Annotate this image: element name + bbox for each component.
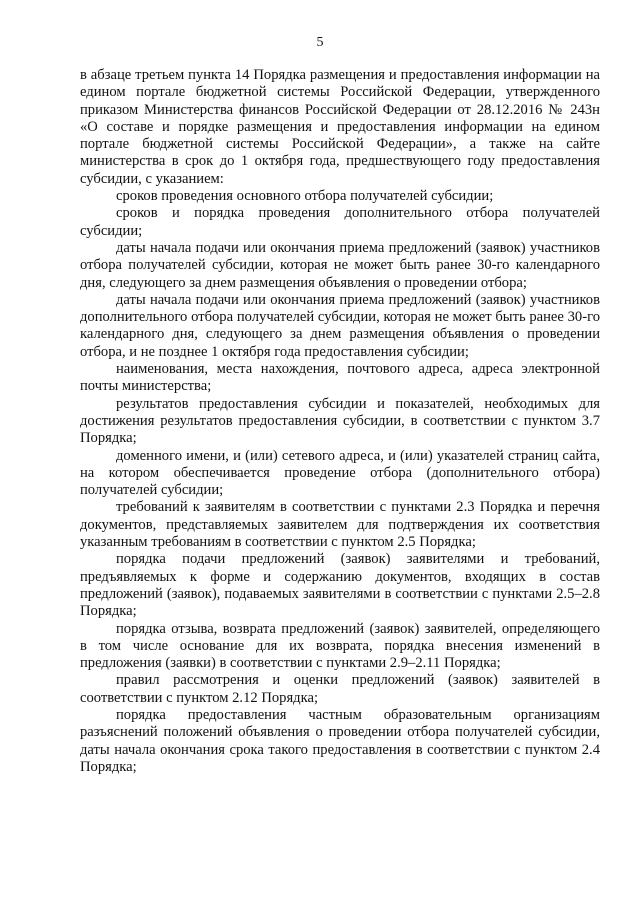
document-body (80, 67, 600, 776)
list-item: сроков проведения основного отбора получателей субсидии; (116, 188, 494, 205)
list-item: даты начала подачи или окончания приема предложений (заявок) участников отбора получателей субсидии, которая не может быть ранее 30-го календарного дня, следующего за днем размещения объявления о проведении отбора; (80, 239, 600, 291)
intro-paragraph: в абзаце третьем пункта 14 Порядка размещения и предоставления информации на едином портале бюджетной системы Российской Федерации, утвержденного приказом Министерства финансов Российской Федерации от 28.12.2016 № 243н «О составе и порядке размещения и предоставления информации на едином портале бюджетной системы Российской Федерации», а также на сайте министерства в срок до 1 октября года, предшествующего году предоставления субсидии, с указанием: (80, 67, 600, 187)
list-item: сроков и порядка проведения дополнительного отбора получателей субсидии; (80, 205, 600, 239)
list-item: правил рассмотрения и оценки предложений (заявок) заявителей в соответствии с пунктом 2.12 Порядка; (80, 672, 600, 706)
list-item: порядка отзыва, возврата предложений (заявок) заявителей, определяющего в том числе основание для их возврата, порядка внесения изменений в предложения (заявки) в соответствии с пунктами 2.9–2.11 Порядка; (80, 620, 600, 672)
page-number: 5 (316, 35, 324, 50)
list-item: даты начала подачи или окончания приема предложений (заявок) участников дополнительного отбора получателей субсидии, которая не может быть ранее 30-го календарного дня, следующего за днем размещения объявления о проведении отбора, и не позднее 1 октября года предоставления субсидии; (80, 291, 600, 360)
list-item: наименования, места нахождения, почтового адреса, адреса электронной почты министерства; (80, 361, 600, 395)
list-item: требований к заявителям в соответствии с пунктами 2.3 Порядка и перечня документов, представляемых заявителем для подтверждения их соответствия указанным требованиям в соответствии с пунктом 2.5 Порядка; (80, 499, 600, 551)
list-item: результатов предоставления субсидии и показателей, необходимых для достижения результатов предоставления субсидии, в соответствии с пунктом 3.7 Порядка; (80, 395, 600, 447)
list-item: доменного имени, и (или) сетевого адреса, и (или) указателей страниц сайта, на котором обеспечивается проведение отбора (дополнительного отбора) получателей субсидии; (80, 447, 600, 499)
list-item: порядка предоставления частным образовательным организациям разъяснений положений объявления о проведении отбора получателей субсидии, даты начала окончания срока такого предоставления в соответствии с пунктом 2.4 Порядка; (80, 706, 600, 775)
list-item: порядка подачи предложений (заявок) заявителями и требований, предъявляемых к форме и содержанию документов, входящих в состав предложений (заявок), подаваемых заявителями в соответствии с пунктами 2.5–2.8 Порядка; (80, 551, 600, 620)
